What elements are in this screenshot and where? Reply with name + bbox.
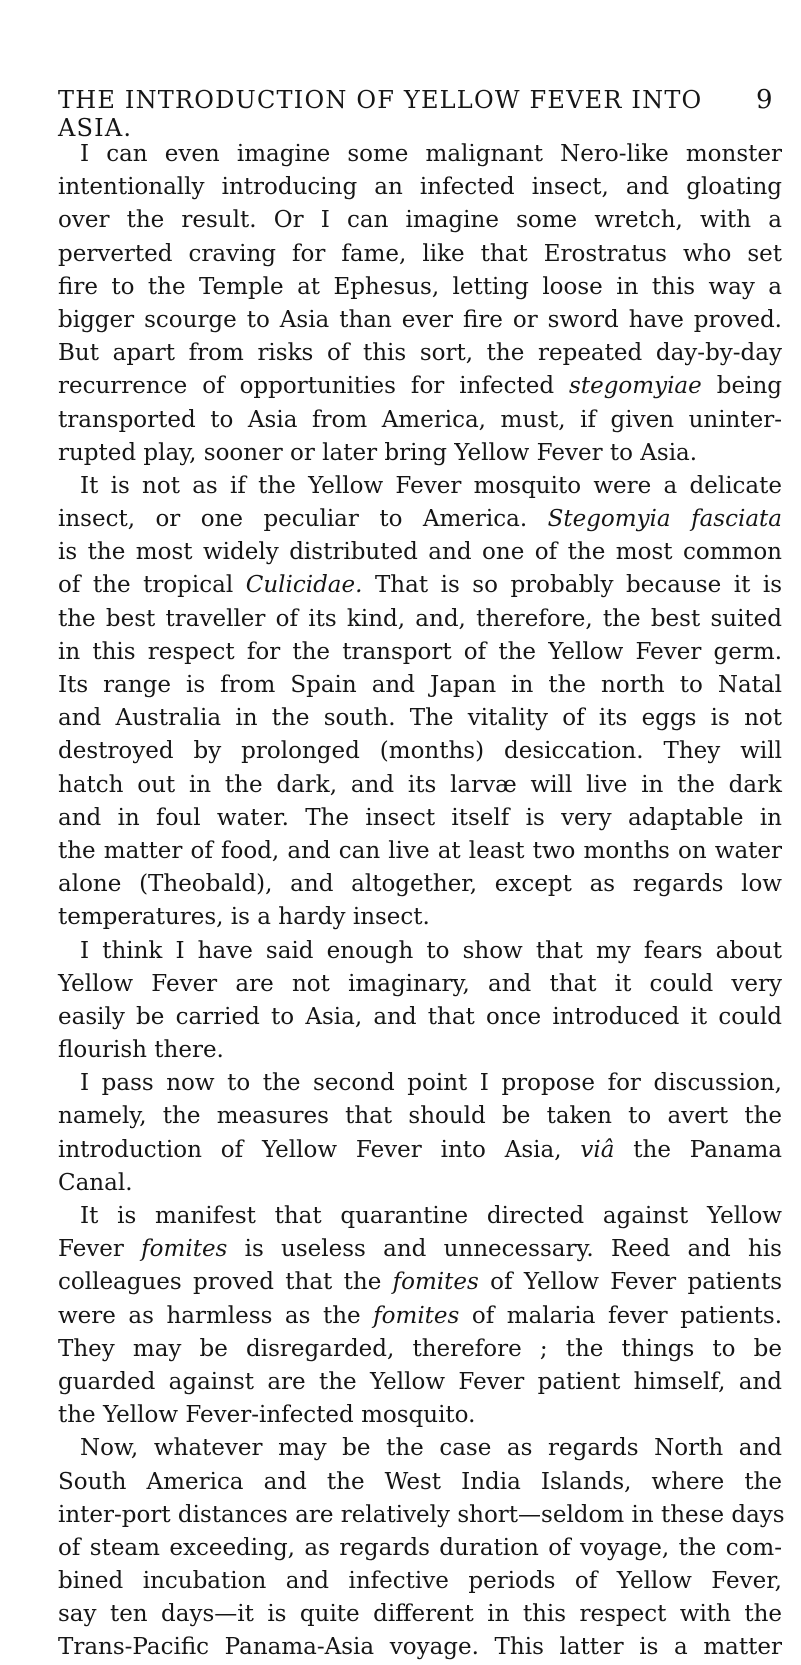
text-line [58,503,782,536]
text-segment: perverted craving for fame, like that Erostratus who set [58,240,782,267]
text-segment: insect, or one peculiar to America. [58,506,548,533]
text-line [58,1432,782,1465]
text-segment: fire to the Temple at Ephesus, letting loose in this way a [58,273,782,300]
text-segment: destroyed by prolonged (months) desiccation. They will [58,738,782,765]
text-segment: bigger scourge to Asia than ever fire or sword have proved. [58,306,782,333]
text-segment: alone (Theobald), and altogether, except as regards low [58,871,782,898]
text-segment: being [701,373,782,400]
text-line [58,404,782,437]
text-segment: transported to Asia from America, must, if given uninter- [58,406,782,433]
text-segment: inter-port distances are relatively short—seldom in these days [58,1501,785,1528]
text-line [58,901,782,934]
text-segment: Now, whatever may be the case as regards North and [80,1435,782,1462]
text-line [58,1300,782,1333]
text-line [58,171,782,204]
text-segment: and in foul water. The insect itself is very adaptable in [58,804,782,831]
text-line [58,1034,782,1067]
text-line [58,536,782,569]
text-line [58,1200,782,1233]
italic-text: Culicidae. [245,572,363,599]
text-line [58,1466,782,1499]
italic-text: viâ [580,1136,615,1163]
text-segment: Its range is from Spain and Japan in the north to Natal [58,672,782,698]
text-line [58,1565,782,1598]
text-line [58,1067,782,1100]
text-line [58,271,782,304]
text-segment: the Yellow Fever-infected mosquito. [58,1402,476,1429]
text-line [58,935,782,968]
text-line [58,769,782,802]
text-line [58,603,782,636]
text-line [58,968,782,1001]
text-line [58,1366,782,1399]
text-segment: Canal. [58,1169,133,1196]
text-line [58,569,782,602]
text-line [58,702,782,735]
italic-text: fomites [373,1302,460,1329]
text-segment: guarded against are the Yellow Fever patient himself, and [58,1368,782,1395]
body-text [58,138,785,1665]
text-line [58,1333,782,1366]
text-segment: were as harmless as the [58,1302,374,1329]
text-line [58,1233,782,1266]
text-segment: of the tropical [58,572,246,599]
text-segment: the matter of food, and can live at least two months on water [58,837,782,864]
text-segment: It is not as if the Yellow Fever mosquito were a delicate [80,472,782,499]
text-segment: Fever [58,1236,142,1263]
running-head [58,85,773,142]
text-segment: flourish there. [58,1037,224,1064]
text-line [58,138,782,171]
text-line [58,1399,782,1432]
text-segment: is useless and unnecessary. Reed and his [227,1236,782,1263]
text-line [58,337,782,370]
text-segment: easily be carried to Asia, and that once introduced it could [58,1003,782,1030]
text-line [58,1266,782,1299]
text-segment: is the most widely distributed and one of the most common [58,539,782,566]
text-line [58,470,782,503]
text-segment: But apart from risks of this sort, the repeated day-by-day [58,340,782,367]
text-segment: I think I have said enough to show that my fears about [80,937,782,964]
text-line [58,1100,782,1133]
italic-text: fomites [141,1236,228,1263]
italic-text: stegomyiae [569,373,702,400]
text-segment: the best traveller of its kind, and, therefore, the best suited [58,605,782,632]
text-line [58,636,782,669]
text-segment: of Yellow Fever patients [478,1269,782,1296]
text-segment: of malaria fever patients. [459,1302,783,1329]
text-segment: They may be disregarded, therefore ; the things to be [58,1335,782,1362]
text-segment: namely, the measures that should be taken to avert the [58,1103,782,1130]
text-line [58,437,782,470]
text-segment: hatch out in the dark, and its larvæ will live in the dark [58,771,782,798]
running-head-title: THE INTRODUCTION OF YELLOW FEVER INTO ASIA. [58,86,703,142]
text-segment: over the result. Or I can imagine some wretch, with a [58,207,782,234]
text-line [58,1598,782,1631]
text-line [58,1134,782,1167]
text-segment: I pass now to the second point I propose for discussion, [80,1070,782,1097]
text-segment: That is so probably because it is [362,572,782,599]
text-segment: of steam exceeding, as regards duration of voyage, the com- [58,1534,782,1561]
text-line [58,1499,785,1532]
text-segment: bined incubation and infective periods of Yellow Fever, [58,1568,782,1595]
text-line [58,669,782,702]
text-line [58,304,782,337]
text-segment: intentionally introducing an infected insect, and gloating [58,174,782,201]
text-segment: rupted play, sooner or later bring Yellow Fever to Asia. [58,439,698,466]
text-line [58,1532,782,1565]
text-segment: recurrence of opportunities for infected [58,373,570,400]
text-segment: introduction of Yellow Fever into Asia, [58,1136,581,1163]
text-line [58,370,782,403]
text-segment: in this respect for the transport of the Yellow Fever germ. [58,638,782,665]
italic-text: fomites [392,1269,479,1296]
text-line [58,735,782,768]
text-segment: South America and the West India Islands, where the [58,1468,782,1495]
text-segment: temperatures, is a hardy insect. [58,904,430,931]
text-segment: colleagues proved that the [58,1269,393,1296]
text-line [58,1001,782,1034]
text-line [58,1167,782,1200]
italic-text: Stegomyia fasciata [547,506,782,533]
text-line [58,1631,782,1664]
text-segment: It is manifest that quarantine directed against Yellow [80,1203,782,1229]
page-number: 9 [755,85,773,115]
text-line [58,868,782,901]
text-line [58,238,782,271]
text-line [58,204,782,237]
text-line [58,802,782,835]
text-segment: Yellow Fever are not imaginary, and that it could very [58,970,782,997]
text-segment: Trans-Pacific Panama-Asia voyage. This latter is a matter [58,1634,782,1661]
text-segment: say ten days—it is quite different in this respect with the [58,1601,782,1628]
text-line [58,835,782,868]
text-segment: and Australia in the south. The vitality of its eggs is not [58,705,782,732]
text-segment: I can even imagine some malignant Nero-like monster [80,141,782,167]
text-segment: the Panama [614,1136,782,1163]
